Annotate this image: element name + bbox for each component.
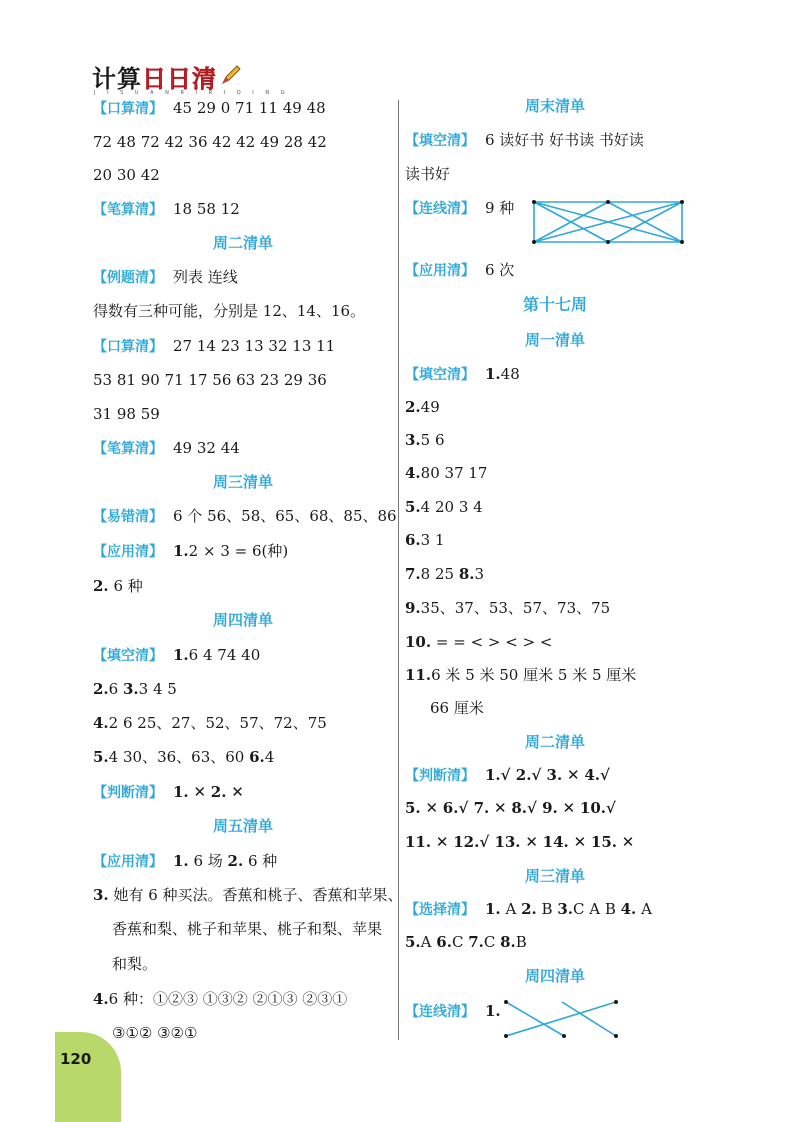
answer-line: 11. ✕ 12.√ 13. ✕ 14. ✕ 15. ✕ <box>405 833 635 851</box>
answer-line: 66 厘米 <box>430 699 484 717</box>
answer-line: 【判断清】 1.√ 2.√ 3. ✕ 4.√ <box>405 766 610 784</box>
answer-line: 【填空清】 1.48 <box>405 365 520 383</box>
answer-line: 10. = = < > < > < <box>405 633 553 651</box>
section-heading: 周末清单 <box>524 97 585 115</box>
answer-line: 【连线清】 9 种 <box>405 199 515 217</box>
logo-subtitle: J I S U A N R I R I Q I N G <box>94 90 290 96</box>
answer-line: 3.5 6 <box>405 431 445 449</box>
section-heading: 周二清单 <box>212 234 273 252</box>
answer-line: 7.8 25 8.3 <box>405 565 485 583</box>
section-heading: 周二清单 <box>524 733 585 751</box>
section-heading: 周一清单 <box>524 331 585 349</box>
matching-diagram <box>500 996 622 1042</box>
answer-line: 2. 6 种 <box>93 577 143 595</box>
answer-line: 5. ✕ 6.√ 7. ✕ 8.√ 9. ✕ 10.√ <box>405 799 616 817</box>
page-number: 120 <box>60 1050 92 1068</box>
answer-line: 【笔算清】 18 58 12 <box>93 200 240 218</box>
answer-line: 【应用清】 1.2 × 3 = 6(种) <box>93 542 289 560</box>
answer-line: 【应用清】 6 次 <box>405 261 515 279</box>
answer-line: 【口算清】 27 14 23 13 32 13 11 <box>93 337 336 355</box>
answer-line: 得数有三种可能，分别是 12、14、16。 <box>93 302 366 320</box>
section-heading: 周四清单 <box>212 611 273 629</box>
answer-line: 53 81 90 71 17 56 63 23 29 36 <box>93 371 327 389</box>
answer-line: 和梨。 <box>112 955 158 973</box>
answer-line: 6.3 1 <box>405 531 445 549</box>
answer-line: 【易错清】 6 个 56、58、65、68、85、86 <box>93 507 397 525</box>
answer-line: 【判断清】 1. ✕ 2. ✕ <box>93 783 244 801</box>
page-number-tab <box>55 1032 121 1122</box>
answer-line: 读书好 <box>405 165 451 183</box>
answer-line: 【填空清】 6 读好书 好书读 书好读 <box>405 131 644 149</box>
answer-line: 2.49 <box>405 398 440 416</box>
answer-line: 2.6 3.3 4 5 <box>93 680 177 698</box>
answer-line: 香蕉和梨、桃子和苹果、桃子和梨、苹果 <box>112 920 383 938</box>
answer-line: 5.4 20 3 4 <box>405 498 483 516</box>
answer-line: 【口算清】 45 29 0 71 11 49 48 <box>93 99 326 117</box>
answer-line: 【选择清】 1. A 2. B 3.C A B 4. A <box>405 900 652 918</box>
answer-line: 5.4 30、36、63、60 6.4 <box>93 748 275 766</box>
logo-title: 计算日日清 <box>92 65 217 93</box>
answer-line: ③①② ③②① <box>112 1024 198 1042</box>
answer-line: 【应用清】 1. 6 场 2. 6 种 <box>93 852 278 870</box>
answer-line: 【连线清】 1. <box>405 1002 501 1020</box>
book-logo <box>92 60 290 96</box>
section-heading: 周四清单 <box>524 967 585 985</box>
answer-line: 31 98 59 <box>93 405 160 423</box>
answer-line: 9.35、37、53、57、73、75 <box>405 599 611 617</box>
section-heading: 周三清单 <box>524 867 585 885</box>
answer-line: 4.6 种：①②③ ①③② ②①③ ②③① <box>93 990 348 1008</box>
answer-line: 【填空清】 1.6 4 74 40 <box>93 646 261 664</box>
pencil-icon <box>220 64 242 86</box>
answer-line: 3. 她有 6 种买法。香蕉和桃子、香蕉和苹果、 <box>93 886 403 904</box>
section-heading: 周五清单 <box>212 817 273 835</box>
answer-line: 5.A 6.C 7.C 8.B <box>405 933 527 951</box>
section-heading: 周三清单 <box>212 473 273 491</box>
answer-line: 11.6 米 5 米 50 厘米 5 米 5 厘米 <box>405 666 637 684</box>
matching-diagram <box>528 196 688 248</box>
answer-line: 4.2 6 25、27、52、57、72、75 <box>93 714 327 732</box>
answer-line: 【笔算清】 49 32 44 <box>93 439 240 457</box>
answer-line: 72 48 72 42 36 42 42 49 28 42 <box>93 133 327 151</box>
answer-line: 【例题清】 列表 连线 <box>93 268 238 286</box>
week-heading: 第十七周 <box>522 295 587 314</box>
answer-line: 4.80 37 17 <box>405 464 488 482</box>
answer-line: 20 30 42 <box>93 166 160 184</box>
